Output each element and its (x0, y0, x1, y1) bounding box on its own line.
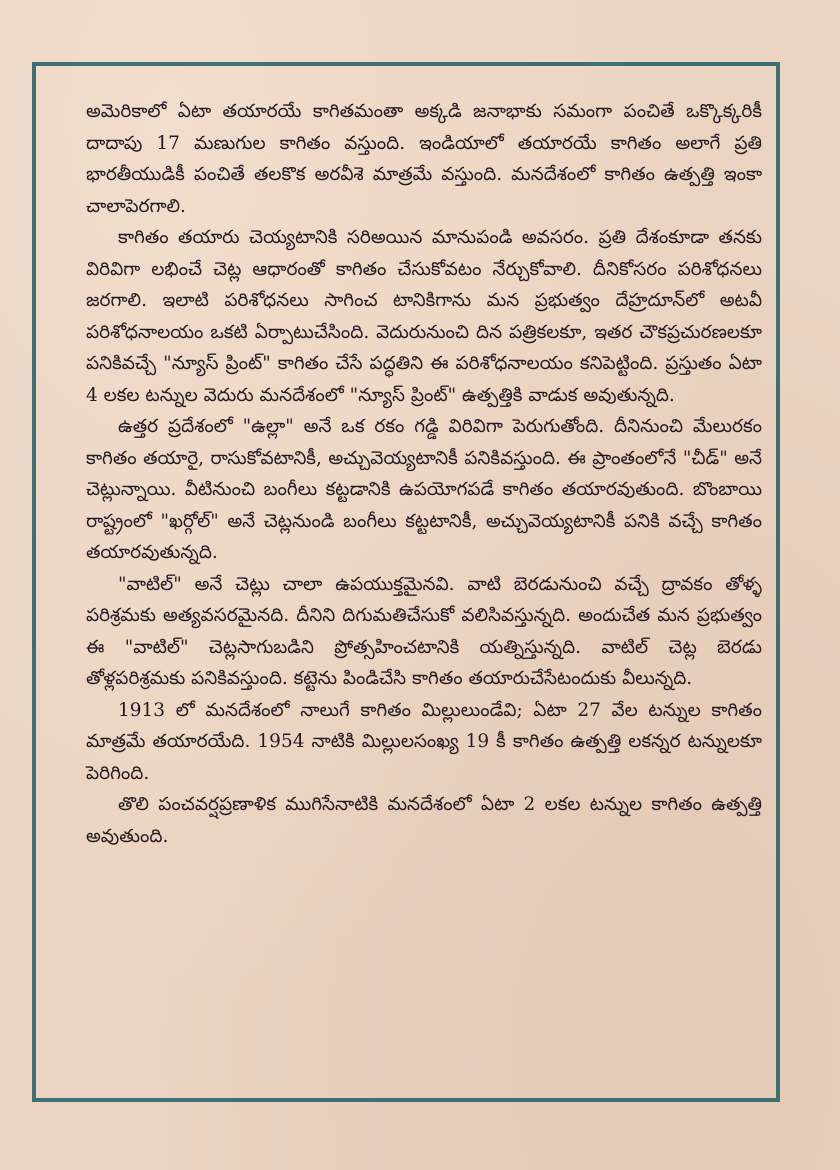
paragraph-grass-and-trees: ఉత్తర ప్రదేశంలో "ఉల్లా" అనే ఒక రకం గడ్డి విరివిగా పెరుగుతోంది. దీనినుంచి మేలురకం కాగితం తయారై, రాసుకోవటానికీ, అచ్చువెయ్యటానికీ పనికివస్తుంది. ఈ ప్రాంతంలోనే "చీడ్" అనే చెట్లున్నాయి. వీటినుంచి బంగీలు కట్టడానికి ఉపయోగపడే కాగితం తయారవుతుంది. బొంబాయి రాష్ట్రంలో "ఖర్గోల్" అనే చెట్లనుండి బంగీలు కట్టటానికీ, అచ్చువెయ్యటానికీ పనికి వచ్చే కాగితం తయారవుతున్నది. (86, 416, 762, 563)
document-body (86, 96, 762, 852)
paragraph-paper-production-comparison: అమెరికాలో ఏటా తయారయే కాగితమంతా అక్కడి జనాభాకు సమంగా పంచితే ఒక్కొక్కరికీ దాదాపు 17 మణుగుల కాగితం వస్తుంది. ఇండియాలో తయారయే కాగితం అలాగే ప్రతి భారతీయుడికీ పంచితే తలకొక అరవీశె మాత్రమే వస్తుంది. మనదేశంలో కాగితం ఉత్పత్తి ఇంకా చాలాపెరగాలి. (86, 101, 762, 217)
paragraph-mill-statistics: 1913 లో మనదేశంలో నాలుగే కాగితం మిల్లులుండేవి; ఏటా 27 వేల టన్నుల కాగితం మాత్రమే తయారయేది. 1954 నాటికి మిల్లులసంఖ్య 19 కీ కాగితం ఉత్పత్తి లకన్నర టన్నులకూ పెరిగింది. (86, 699, 762, 784)
paragraph-five-year-plan: తొలి పంచవర్షప్రణాళిక ముగిసేనాటికి మనదేశంలో ఏటా 2 లకల టన్నుల కాగితం ఉత్పత్తి అవుతుంది. (86, 794, 762, 847)
paragraph-wattle-trees: "వాటిల్" అనే చెట్లు చాలా ఉపయుక్తమైనవి. వాటి బెరడునుంచి వచ్చే ద్రావకం తోళ్ళ పరిశ్రమకు అత్యవసరమైనది. దీనిని దిగుమతిచేసుకో వలిసివస్తున్నది. అందుచేత మన ప్రభుత్వం ఈ "వాటిల్" చెట్లసాగుబడిని ప్రోత్సహించటానికి యత్నిస్తున్నది. వాటిల్ చెట్ల బెరడు తోళ్లపరిశ్రమకు పనికివస్తుంది. కట్టెను పిండిచేసి కాగితం తయారుచేసేటందుకు వీలున్నది. (86, 573, 762, 689)
paragraph-raw-material-research: కాగితం తయారు చెయ్యటానికి సరిఅయిన మానుపండి అవసరం. ప్రతి దేశంకూడా తనకు విరివిగా లభించే చెట్ల ఆధారంతో కాగితం చేసుకోవటం నేర్చుకోవాలి. దీనికోసరం పరిశోధనలు జరగాలి. ఇలాటి పరిశోధనలు సాగించ టానికిగాను మన ప్రభుత్వం దేహ్రదూన్‌లో అటవీ పరిశోధనాలయం ఒకటి ఏర్పాటుచేసింది. వెదురునుంచి దిన పత్రికలకూ, ఇతర చౌకప్రచురణలకూ పనికివచ్చే "న్యూస్ ప్రింట్" కాగితం చేసే పద్ధతిని ఈ పరిశోధనాలయం కనిపెట్టింది. ప్రస్తుతం ఏటా 4 లకల టన్నుల వెదురు మనదేశంలో "న్యూస్ ప్రింట్" ఉత్పత్తికి వాడుక అవుతున్నది. (86, 227, 762, 406)
